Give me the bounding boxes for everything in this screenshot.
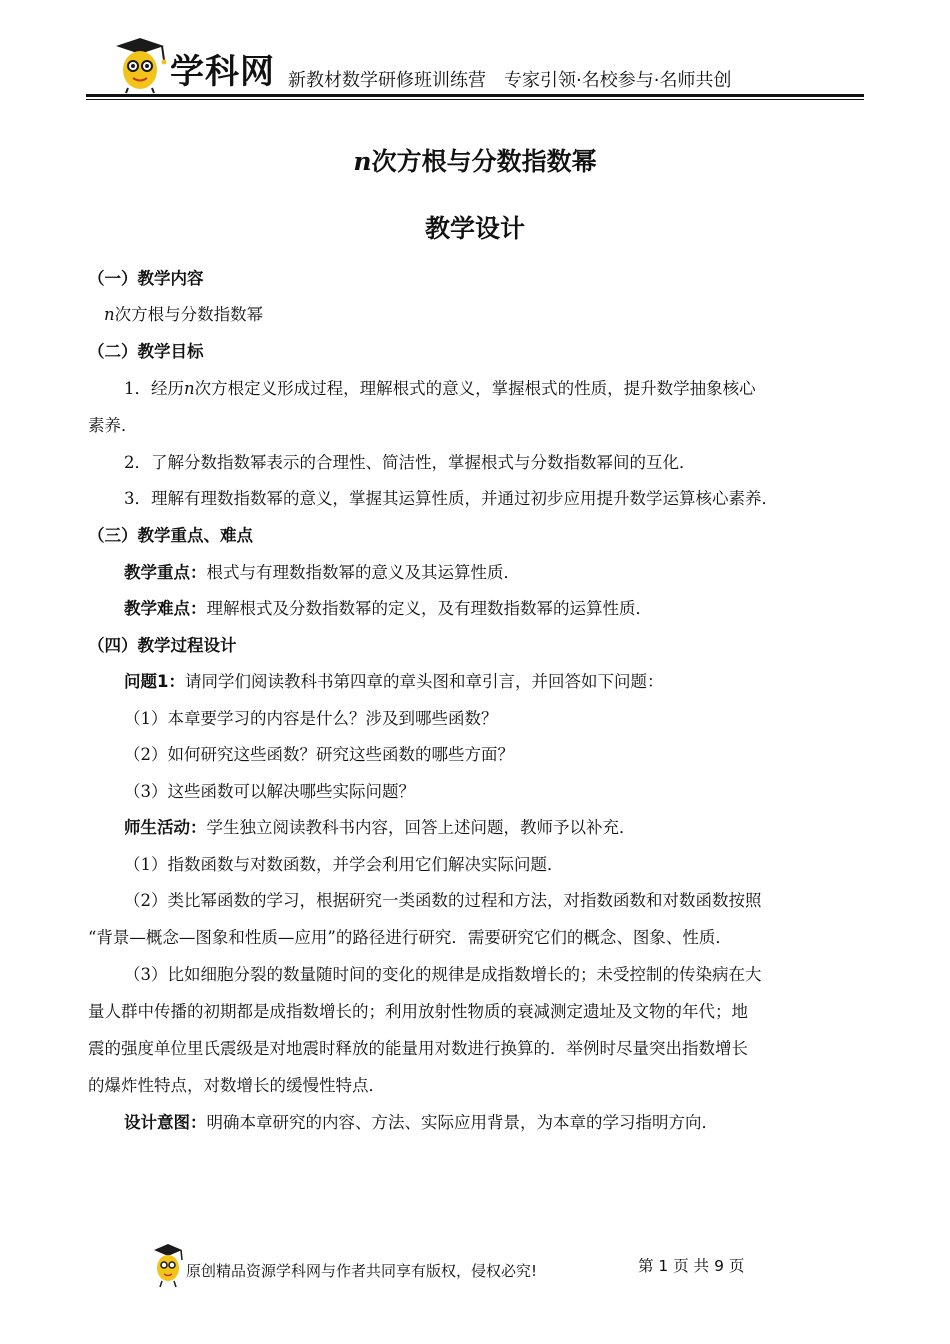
section-heading-process: （四）教学过程设计 (88, 636, 237, 655)
answer-3-line-4: 的爆炸性特点，对数增长的缓慢性特点． (88, 1076, 385, 1095)
activity (124, 817, 636, 839)
question-1-item-1: （1）本章要学习的内容是什么？涉及到哪些函数？ (124, 709, 498, 728)
header-divider (86, 94, 864, 97)
question-1-item-3: （3）这些函数可以解决哪些实际问题？ (124, 782, 415, 801)
header-divider-thin (86, 99, 864, 100)
title-variable: n (353, 147, 372, 176)
goal-3: 3．理解有理数指数幂的意义，掌握其运算性质，并通过初步应用提升数学运算核心素养． (124, 489, 778, 508)
design-intent-text: 明确本章研究的内容、方法、实际应用背景，为本章的学习指明方向． (206, 1113, 718, 1132)
goal-2: 2．了解分数指数幂表示的合理性、简洁性，掌握根式与分数指数幂间的互化． (124, 453, 696, 472)
copyright-notice: 原创精品资源学科网与作者共同享有版权，侵权必究! (186, 1262, 538, 1280)
design-intent-label: 设计意图： (124, 1113, 207, 1132)
document-title (0, 142, 950, 178)
goal-1-line-2: 素养． (88, 416, 138, 435)
question-1-item-2: （2）如何研究这些函数？研究这些函数的哪些方面？ (124, 745, 514, 764)
question-1 (124, 671, 663, 693)
answer-2-line-1: （2）类比幂函数的学习，根据研究一类函数的过程和方法，对指数函数和对数函数按照 (124, 891, 762, 910)
key-point-label: 教学重点： (124, 563, 207, 582)
answer-1: （1）指数函数与对数函数，并学会利用它们解决实际问题． (124, 855, 564, 874)
mascot-icon (150, 1244, 186, 1288)
key-point-text: 根式与有理数指数幂的意义及其运算性质． (206, 563, 520, 582)
header-slogan: 新教材数学研修班训练营 专家引领·名校参与·名师共创 (288, 70, 732, 91)
section-heading-goals: （二）教学目标 (88, 342, 204, 361)
answer-3-line-2: 量人群中传播的初期都是成指数增长的；利用放射性物质的衰减测定遗址及文物的年代；地 (88, 1002, 748, 1021)
design-intent (124, 1112, 718, 1134)
question-1-text: 请同学们阅读教科书第四章的章头图和章引言，并回答如下问题： (184, 672, 664, 691)
answer-3-line-3: 震的强度单位里氏震级是对地震时释放的能量用对数进行换算的．举例时尽量突出指数增长 (88, 1039, 748, 1058)
question-1-label: 问题1： (124, 672, 185, 691)
activity-label: 师生活动： (124, 818, 207, 837)
section-heading-key-points: （三）教学重点、难点 (88, 526, 253, 545)
page-header (86, 36, 864, 98)
key-point (124, 562, 520, 584)
goal-1-prefix: 1．经历 (124, 379, 184, 398)
document-subtitle: 教学设计 (424, 214, 525, 243)
difficulty-text: 理解根式及分数指数幂的定义，及有理数指数幂的运算性质． (206, 599, 652, 618)
title-main: 次方根与分数指数幂 (371, 147, 597, 176)
content-variable: n (104, 305, 115, 324)
difficulty-point (124, 598, 652, 620)
difficulty-label: 教学难点： (124, 599, 207, 618)
answer-2-line-2: “背景—概念—图象和性质—应用”的路径进行研究．需要研究它们的概念、图象、性质． (88, 928, 732, 947)
goal-1-line-1 (124, 378, 756, 400)
content-text (104, 304, 263, 326)
activity-text: 学生独立阅读教科书内容，回答上述问题，教师予以补充． (206, 818, 636, 837)
answer-3-line-1: （3）比如细胞分裂的数量随时间的变化的规律是成指数增长的；未受控制的传染病在大 (124, 965, 762, 984)
page-footer (150, 1244, 790, 1290)
logo-text: 学科网 (170, 52, 275, 92)
goal-1-body: 次方根定义形成过程，理解根式的意义，掌握根式的性质，提升数学抽象核心 (194, 379, 756, 398)
section-heading-content: （一）教学内容 (88, 269, 204, 288)
content-body: 次方根与分数指数幂 (114, 305, 264, 324)
goal-1-variable: n (184, 379, 195, 398)
page-number: 第 1 页 共 9 页 (638, 1257, 745, 1275)
mascot-icon (110, 38, 170, 94)
